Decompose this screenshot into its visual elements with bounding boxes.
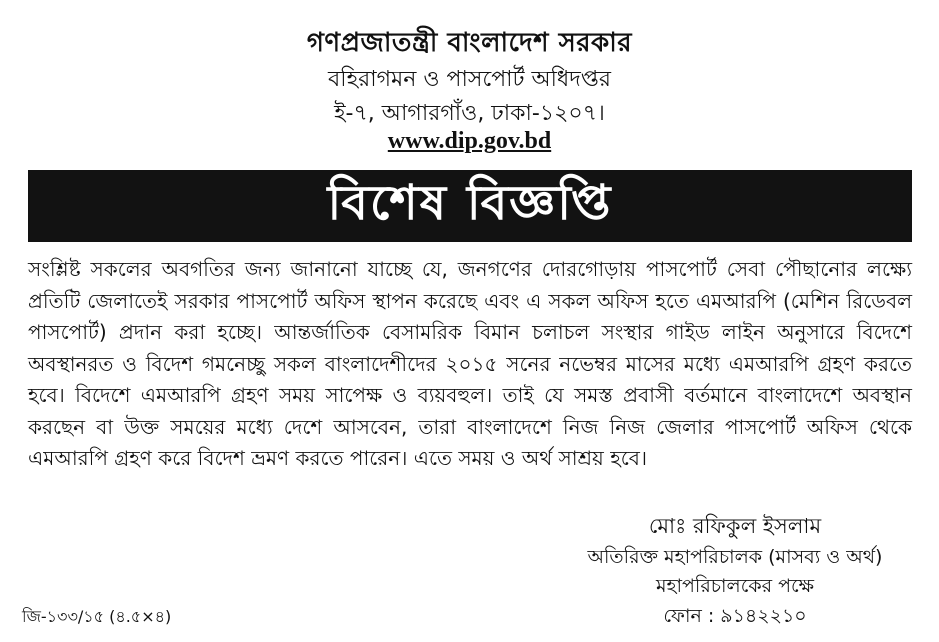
signatory-on-behalf: মহাপরিচালকের পক্ষে <box>655 575 815 597</box>
website-link[interactable]: www.dip.gov.bd <box>387 128 552 154</box>
department-name: বহিরাগমন ও পাসপোর্ট অধিদপ্তর <box>328 67 611 92</box>
title-banner <box>28 170 912 242</box>
reference-number: জি-১৩৩/১৫ (৪.৫×৪) <box>22 607 172 626</box>
office-address: ই-৭, আগারগাঁও, ঢাকা-১২০৭। <box>334 101 605 126</box>
signatory-title: অতিরিক্ত মহাপরিচালক (মাসব্য ও অর্থ) <box>587 546 883 568</box>
notice-title: বিশেষ বিজ্ঞপ্তি <box>327 174 613 231</box>
signatory-phone: ফোন : ৯১৪২২১০ <box>663 605 807 627</box>
signatory-name: মোঃ রফিকুল ইসলাম <box>648 514 822 538</box>
notice-body: সংশ্লিষ্ট সকলের অবগতির জন্য জানানো যাচ্ছে যে, জনগণের দোরগোড়ায় পাসপোর্ট সেবা পৌছানোর লক্ষ্যে প্রতিটি জেলাতেই সরকার পাসপোর্ট অফিস স্থাপন করেছে এবং এ সকল অফিস হতে এমআরপি (মেশিন রিডেবল পাসপোর্ট) প্রদান করা হচ্ছে। আন্তর্জাতিক বেসামরিক বিমান চলাচল সংস্থার গাইড লাইন অনুসারে বিদেশে অবস্থানরত ও বিদেশ গমনেচ্ছু সকল বাংলাদেশীদের ২০১৫ সনের নভেম্বর মাসের মধ্যে এমআরপি গ্রহণ করতে হবে। বিদেশে এমআরপি গ্রহণ সময় সাপেক্ষ ও ব্যয়বহুল। তাই যে সমস্ত প্রবাসী বর্তমানে বাংলাদেশে অবস্থান করছেন বা উক্ত সময়ের মধ্যে দেশে আসবেন, তারা বাংলাদেশে নিজ নিজ জেলার পাসপোর্ট অফিস থেকে এমআরপি গ্রহণ করে বিদেশ ভ্রমণ করতে পারেন। এতে সময় ও অর্থ সাশ্রয় হবে। <box>28 257 912 470</box>
government-heading: গণপ্রজাতন্ত্রী বাংলাদেশ সরকার <box>306 28 633 58</box>
